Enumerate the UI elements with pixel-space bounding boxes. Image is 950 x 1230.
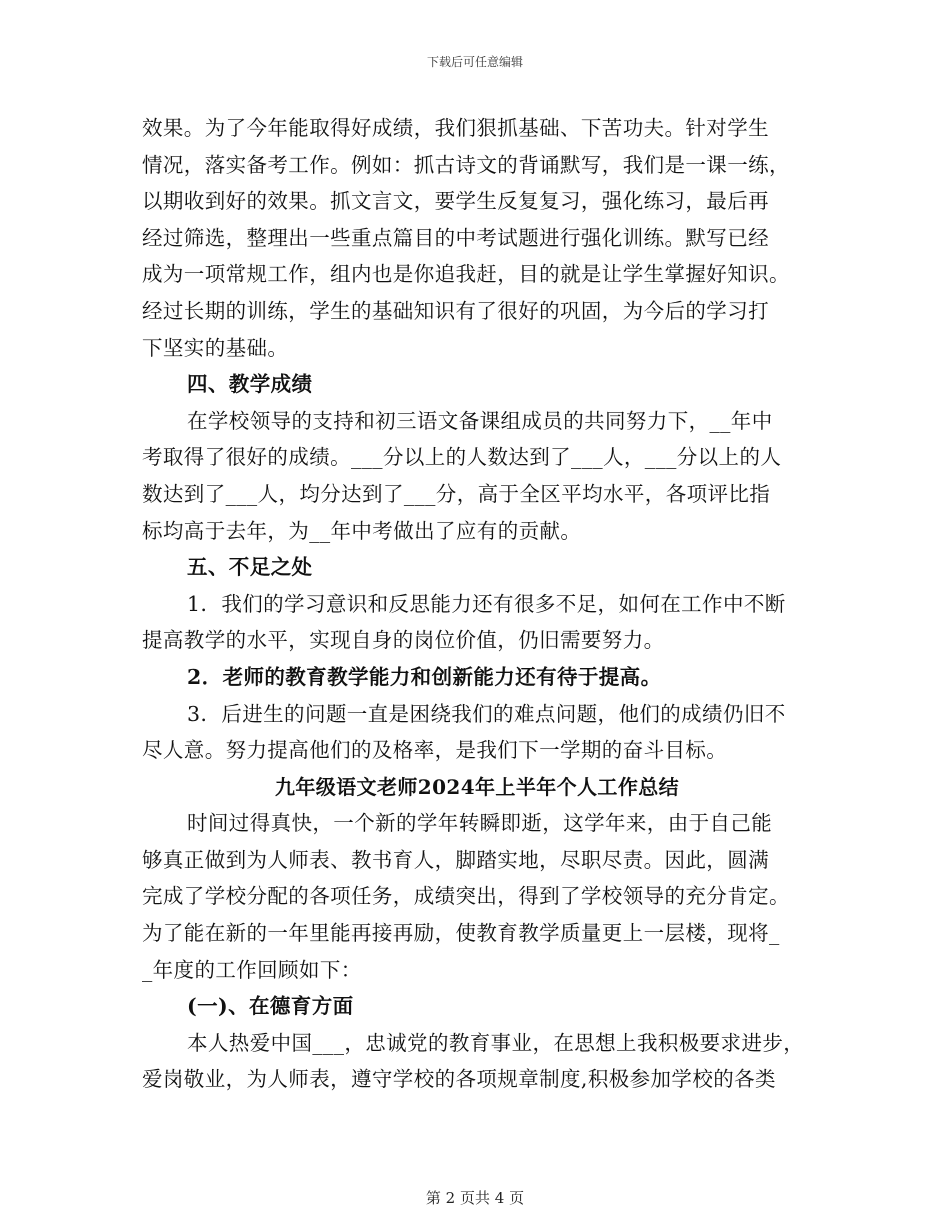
text-line: 尽人意。努力提高他们的及格率，是我们下一学期的奋斗目标。 bbox=[142, 738, 728, 763]
section-heading-teaching-results: 四、教学成绩 bbox=[187, 372, 313, 397]
text-line: 爱岗敬业，为人师表，遵守学校的各项规章制度,积极参加学校的各类 bbox=[142, 1067, 776, 1092]
list-item: 2．老师的教育教学能力和创新能力还有待于提高。 bbox=[187, 664, 662, 689]
page-header: 下载后可任意编辑 bbox=[426, 55, 523, 69]
list-item: 1．我们的学习意识和反思能力还有很多不足，如何在工作中不断 bbox=[187, 591, 786, 616]
section-heading-shortcomings: 五、不足之处 bbox=[187, 555, 313, 580]
text-line: 效果。为了今年能取得好成绩，我们狠抓基础、下苦功夫。针对学生 bbox=[142, 116, 769, 140]
document-title: 九年级语文老师2024年上半年个人工作总结 bbox=[274, 774, 680, 799]
text-line: _年度的工作回顾如下： bbox=[142, 957, 362, 982]
text-line: 时间过得真快，一个新的学年转瞬即逝，这学年来，由于自己能 bbox=[187, 811, 773, 836]
text-line: 标均高于去年，为__年中考做出了应有的贡献。 bbox=[142, 518, 582, 543]
text-line: 完成了学校分配的各项任务，成绩突出，得到了学校领导的充分肯定。 bbox=[142, 884, 790, 909]
text-line: 为了能在新的一年里能再接再励，使教育教学质量更上一层楼，现将_ bbox=[142, 921, 780, 946]
text-line: 成为一项常规工作，组内也是你追我赶，目的就是让学生掌握好知识。 bbox=[142, 262, 790, 287]
text-line: 数达到了___人，均分达到了___分，高于全区平均水平，各项评比指 bbox=[142, 481, 771, 506]
section-heading-moral-education: (一)、在德育方面 bbox=[187, 994, 354, 1019]
text-line: 提高教学的水平，实现自身的岗位价值，仍旧需要努力。 bbox=[142, 628, 665, 653]
text-line: 考取得了很好的成绩。___分以上的人数达到了___人，___分以上的人 bbox=[142, 445, 782, 470]
text-line: 情况，落实备考工作。例如：抓古诗文的背诵默写，我们是一课一练， bbox=[142, 152, 790, 177]
text-line: 以期收到好的效果。抓文言文，要学生反复复习，强化练习，最后再 bbox=[142, 189, 769, 214]
text-line: 够真正做到为人师表、教书育人，脚踏实地，尽职尽责。因此，圆满 bbox=[142, 847, 769, 872]
list-item: 3．后进生的问题一直是困绕我们的难点问题，他们的成绩仍旧不 bbox=[187, 701, 786, 726]
text-line: 经过筛选，整理出一些重点篇目的中考试题进行强化训练。默写已经 bbox=[142, 225, 769, 250]
text-line: 本人热爱中国___，忠诚党的教育事业，在思想上我积极要求进步， bbox=[187, 1030, 805, 1055]
text-line: 经过长期的训练，学生的基础知识有了很好的巩固，为今后的学习打 bbox=[142, 298, 769, 323]
text-line: 在学校领导的支持和初三语文备课组成员的共同努力下，__年中 bbox=[187, 408, 773, 433]
document-body bbox=[142, 110, 812, 1098]
page-number: 第 2 页共 4 页 bbox=[425, 1189, 525, 1207]
text-line: 下坚实的基础。 bbox=[142, 335, 289, 360]
